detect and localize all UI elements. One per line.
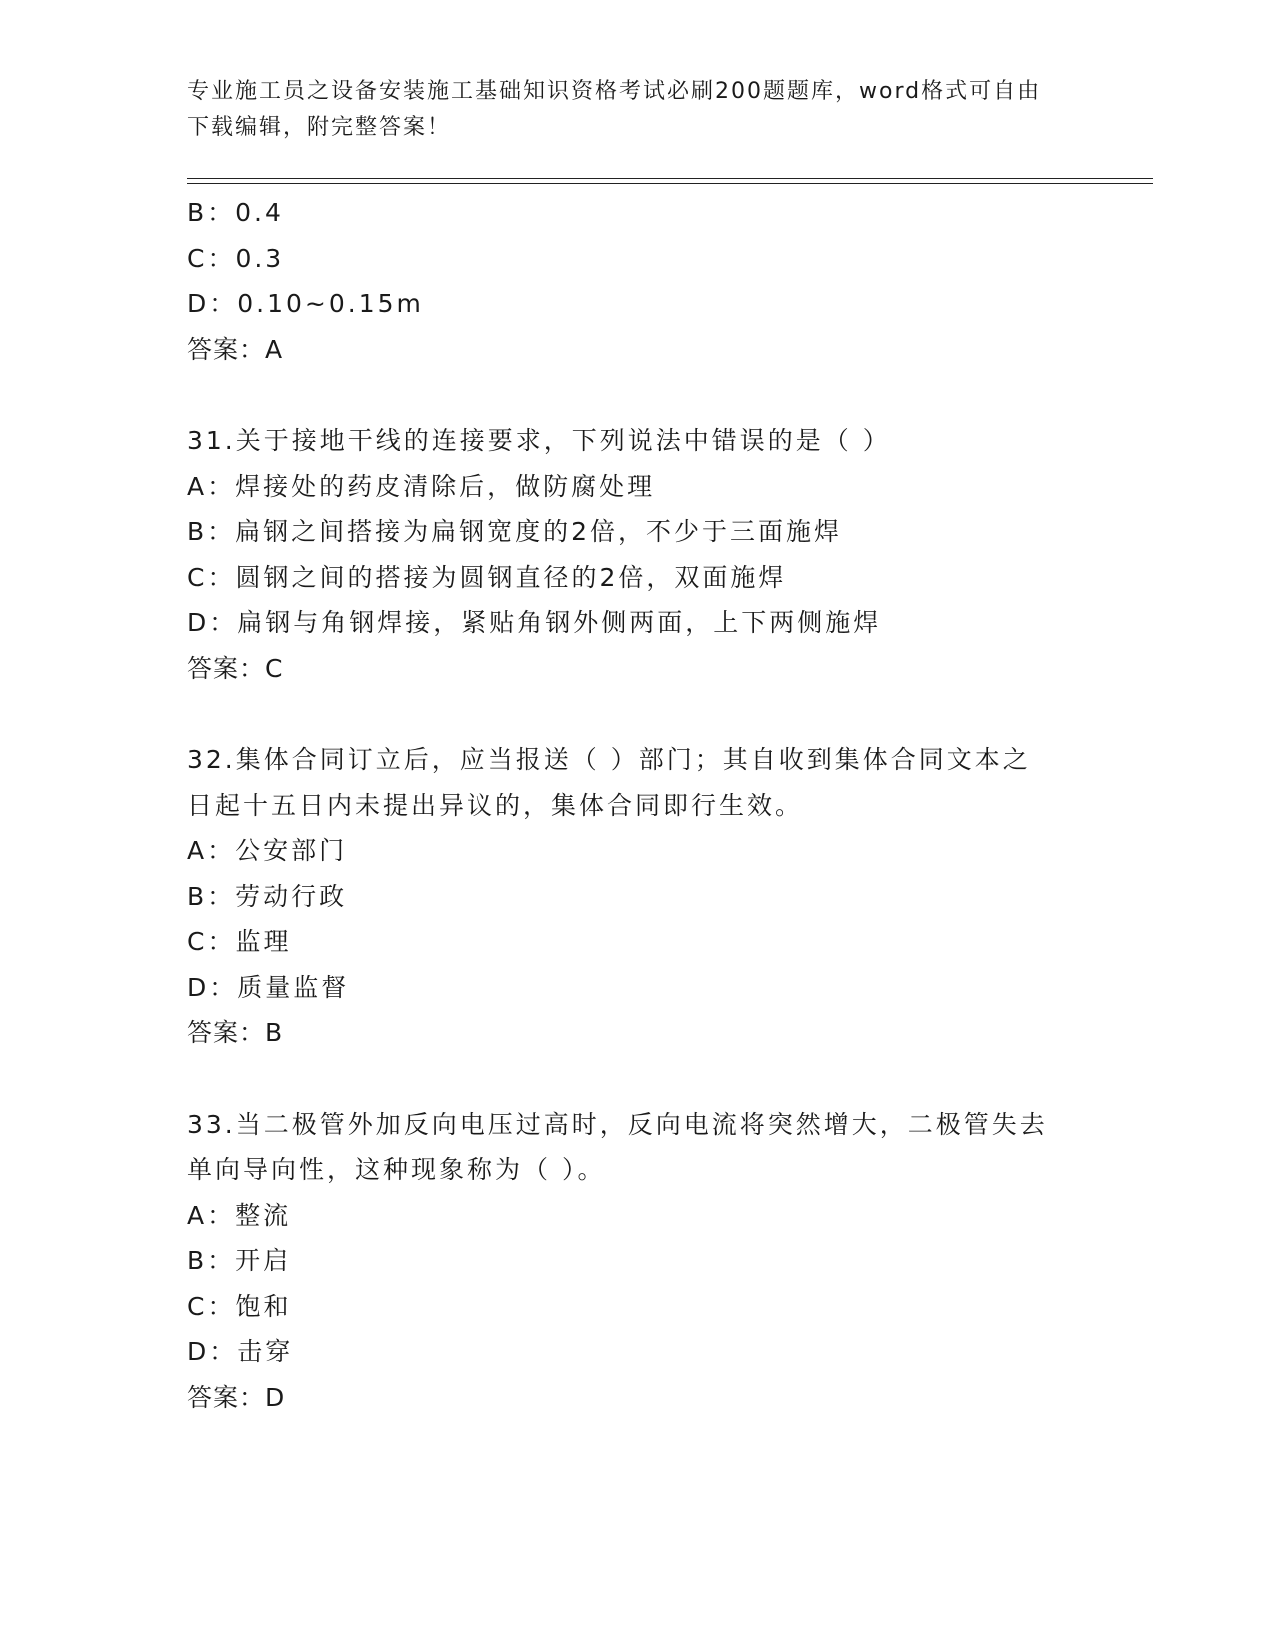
option-c: C：饱和 <box>187 1291 292 1321</box>
option-b: B：劳动行政 <box>187 881 348 911</box>
option-d: D：扁钢与角钢焊接，紧贴角钢外侧两面，上下两侧施焊 <box>187 608 882 637</box>
question-list <box>187 190 1147 1420</box>
option-c: C：0.3 <box>187 243 285 273</box>
option-a: A：公安部门 <box>187 836 348 865</box>
option-b: B：开启 <box>187 1246 292 1275</box>
option-d: D：0.10~0.15m <box>187 289 424 318</box>
option-c: C：圆钢之间的搭接为圆钢直径的2倍，双面施焊 <box>187 562 787 592</box>
question-stem: 31.关于接地干线的连接要求，下列说法中错误的是（ ） <box>187 426 891 455</box>
answer-label: 答案：B <box>187 1018 284 1047</box>
header-line-2: 下载编辑，附完整答案！ <box>187 115 452 140</box>
question-block-30 <box>187 190 1147 372</box>
option-d: D：质量监督 <box>187 972 350 1002</box>
answer-label: 答案：A <box>187 334 284 364</box>
option-d: D：击穿 <box>187 1337 294 1366</box>
question-block-33 <box>187 1102 1147 1421</box>
header-rule-bottom <box>187 183 1153 184</box>
option-b: B：扁钢之间搭接为扁钢宽度的2倍，不少于三面施焊 <box>187 517 843 546</box>
question-stem-line-1: 33.当二极管外加反向电压过高时，反向电流将突然增大，二极管失去 <box>187 1109 1048 1139</box>
spacer <box>187 1056 1147 1102</box>
answer-label: 答案：D <box>187 1382 286 1412</box>
answer-label: 答案：C <box>187 653 284 683</box>
option-c: C：监理 <box>187 927 292 956</box>
question-stem-line-2: 单向导向性，这种现象称为（ ）。 <box>187 1155 606 1184</box>
header-rule-top <box>187 178 1153 179</box>
option-a: A：焊接处的药皮清除后，做防腐处理 <box>187 471 656 501</box>
header-line-1: 专业施工员之设备安装施工基础知识资格考试必刷200题题库，word格式可自由 <box>187 79 1042 104</box>
document-header <box>187 74 1087 146</box>
spacer <box>187 691 1147 737</box>
question-block-31 <box>187 418 1147 691</box>
spacer <box>187 372 1147 418</box>
question-block-32 <box>187 737 1147 1056</box>
question-stem-line-1: 32.集体合同订立后，应当报送（ ）部门；其自收到集体合同文本之 <box>187 745 1031 774</box>
question-stem-line-2: 日起十五日内未提出异议的，集体合同即行生效。 <box>187 790 804 820</box>
option-b: B：0.4 <box>187 198 284 227</box>
option-a: A：整流 <box>187 1200 292 1230</box>
